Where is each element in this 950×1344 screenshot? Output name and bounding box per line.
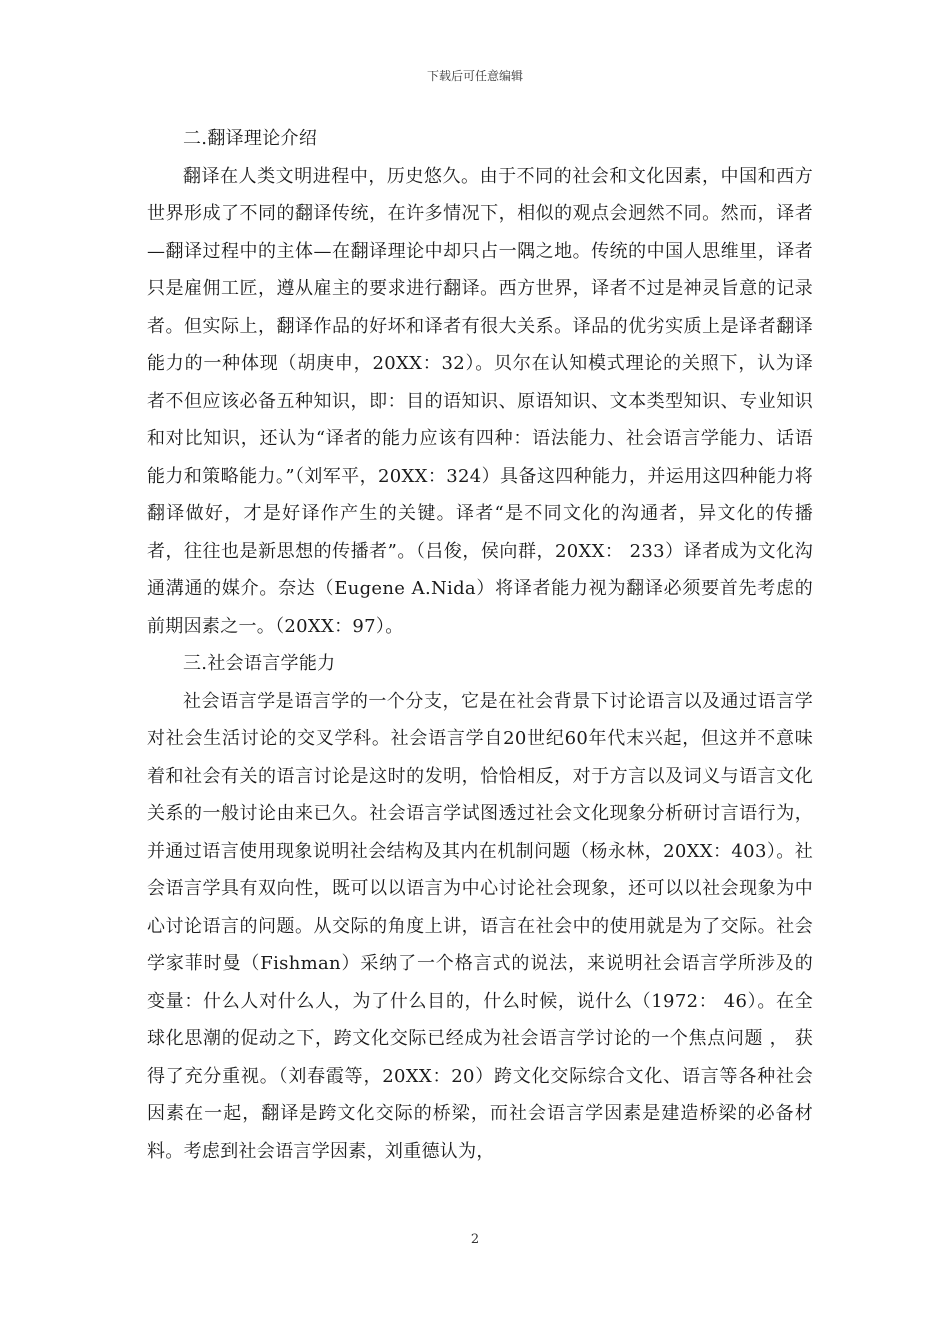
page-number: 2 xyxy=(470,1232,480,1247)
document-body xyxy=(147,120,813,1170)
paragraph-translation-theory: 翻译在人类文明进程中，历史悠久。由于不同的社会和文化因素，中国和西方世界形成了不同的翻译传统，在许多情况下，相似的观点会迥然不同。然而，译者—翻译过程中的主体—在翻译理论中却只占一隅之地。传统的中国人思维里，译者只是雇佣工匠，遵从雇主的要求进行翻译。西方世界，译者不过是神灵旨意的记录者。但实际上，翻译作品的好坏和译者有很大关系。译品的优劣实质上是译者翻译能力的一种体现（胡庚申，20XX：32）。贝尔在认知模式理论的关照下，认为译者不但应该必备五种知识，即：目的语知识、原语知识、文本类型知识、专业知识和对比知识，还认为“译者的能力应该有四种：语法能力、社会语言学能力、话语能力和策略能力。”（刘军平，20XX：324）具备这四种能力，并运用这四种能力将翻译做好，才是好译作产生的关键。译者“是不同文化的沟通者，异文化的传播者，往往也是新思想的传播者”。（吕俊，侯向群，20XX： 233）译者成为文化沟通溝通的媒介。奈达（Eugene A.Nida）将译者能力视为翻译必须要首先考虑的前期因素之一。（20XX：97）。 xyxy=(147,165,813,637)
paragraph-sociolinguistic-competence: 社会语言学是语言学的一个分支，它是在社会背景下讨论语言以及通过语言学对社会生活讨论的交叉学科。社会语言学自20世纪60年代末兴起，但这并不意味着和社会有关的语言讨论是这时的发明，恰恰相反，对于方言以及词义与语言文化关系的一般讨论由来已久。社会语言学试图透过社会文化现象分析研讨言语行为，并通过语言使用现象说明社会结构及其内在机制问题（杨永林，20XX：403）。社会语言学具有双向性，既可以以语言为中心讨论社会现象，还可以以社会现象为中心讨论语言的问题。从交际的角度上讲，语言在社会中的使用就是为了交际。社会学家菲时曼（Fishman）采纳了一个格言式的说法，来说明社会语言学所涉及的变量：什么人对什么人，为了什么目的，什么时候，说什么（1972： 46）。在全球化思潮的促动之下，跨文化交际已经成为社会语言学讨论的一个焦点问题 ， 获得了充分重视。（刘春霞等，20XX：20）跨文化交际综合文化、语言等各种社会因素在一起，翻译是跨文化交际的桥梁，而社会语言学因素是建造桥梁的必备材料。考虑到社会语言学因素，刘重德认为， xyxy=(147,690,813,1162)
section-heading-translation-theory: 二.翻译理论介绍 xyxy=(183,128,318,149)
page-header: 下载后可任意编辑 xyxy=(426,69,523,83)
section-heading-sociolinguistic-competence: 三.社会语言学能力 xyxy=(183,653,336,674)
